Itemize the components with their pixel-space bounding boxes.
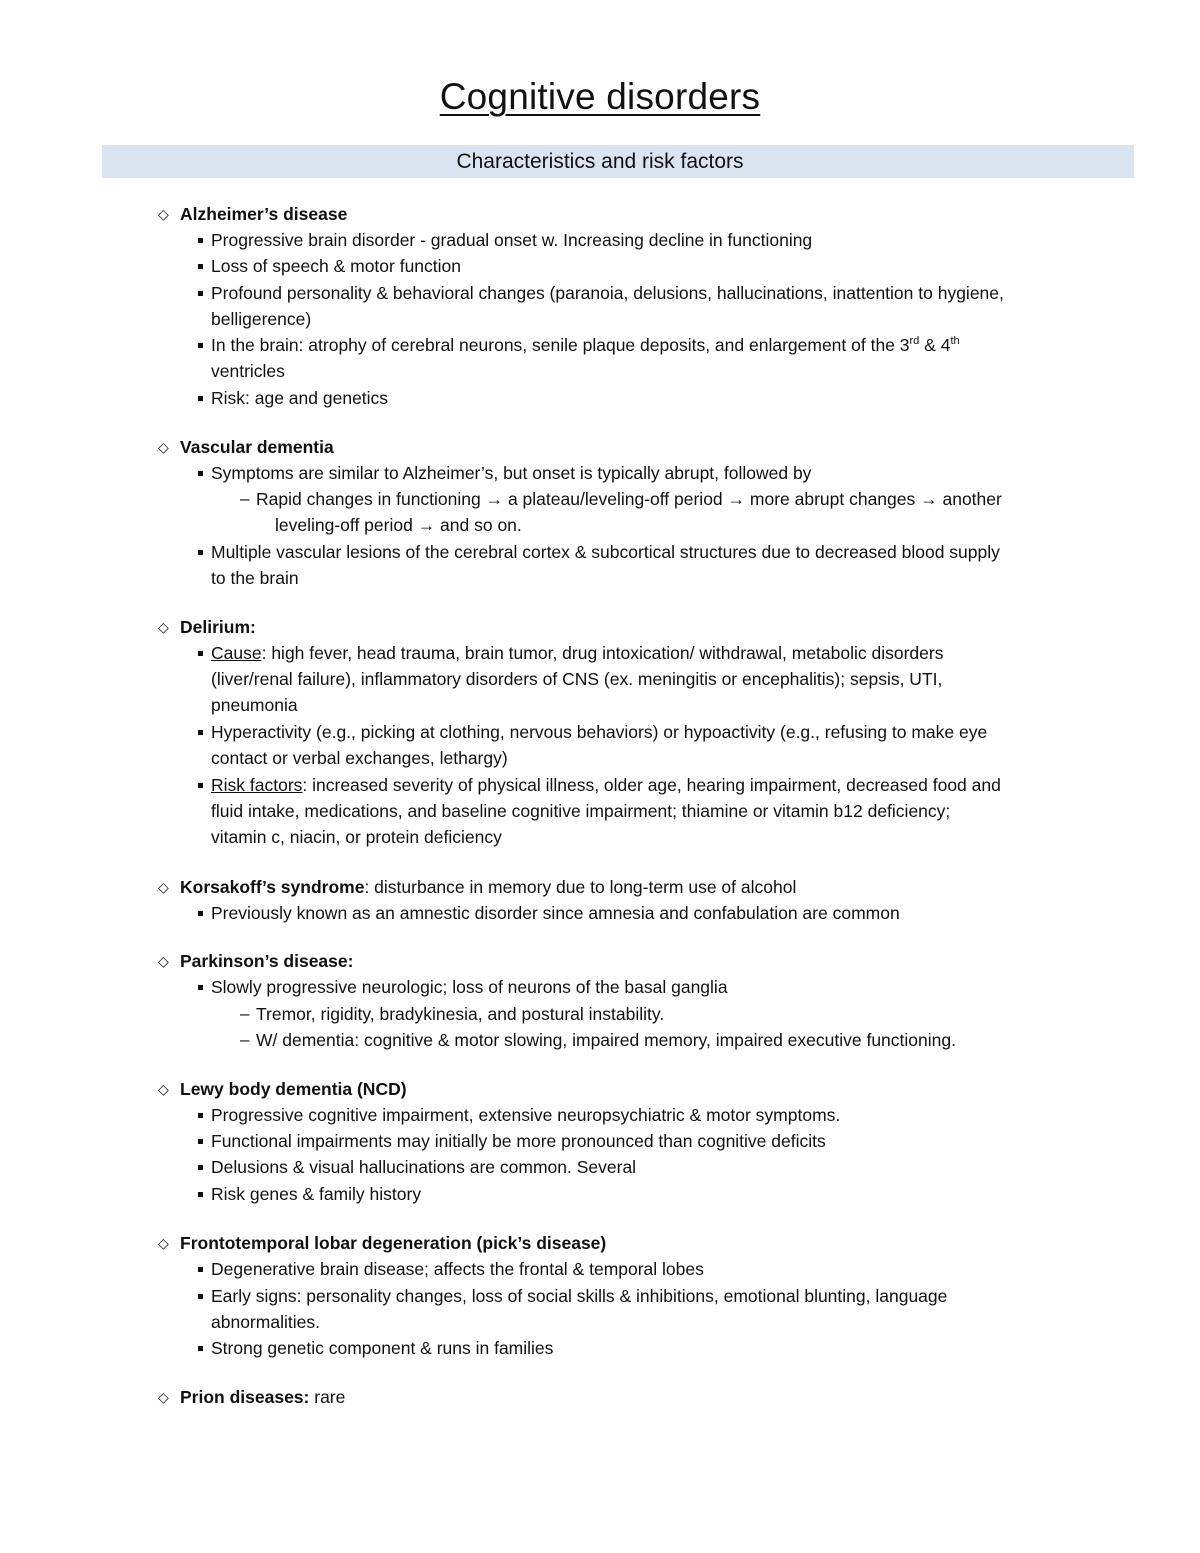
vascular-subpoint: Rapid changes in functioning → a plateau/leveling-off period → more abrupt changes → another [256,489,1002,509]
delirium-point-cont: vitamin c, niacin, or protein deficiency [211,827,502,847]
diamond-bullet-icon: ◇ [158,953,169,969]
square-bullet-icon [198,1346,203,1351]
square-bullet-icon [198,264,203,269]
square-bullet-icon [198,1113,203,1118]
square-bullet-icon [198,1267,203,1272]
vascular-point-cont: to the brain [211,568,299,588]
dash-bullet-icon: – [240,489,250,508]
delirium-point-cont: contact or verbal exchanges, lethargy) [211,748,508,768]
square-bullet-icon [198,396,203,401]
prion-heading: Prion diseases: rare [180,1387,346,1407]
delirium-point: Hyperactivity (e.g., picking at clothing, nervous behaviors) or hypoactivity (e.g., refusing to make eye [211,722,988,742]
diamond-bullet-icon: ◇ [158,1081,169,1097]
delirium-point-cont: (liver/renal failure), inflammatory disorders of CNS (ex. meningitis or encephalitis); sepsis, UTI, [211,669,943,689]
frontotemporal-point: Strong genetic component & runs in families [211,1338,554,1358]
diamond-bullet-icon: ◇ [158,206,169,222]
delirium-point: Cause: high fever, head trauma, brain tumor, drug intoxication/ withdrawal, metabolic disorders [211,643,944,663]
dash-bullet-icon: – [240,1030,250,1049]
alzheimers-heading: Alzheimer’s disease [180,204,348,224]
delirium-heading: Delirium: [180,617,256,637]
vascular-point: Symptoms are similar to Alzheimer’s, but onset is typically abrupt, followed by [211,463,812,483]
square-bullet-icon [198,1139,203,1144]
square-bullet-icon [198,343,203,348]
lewy-body-point: Risk genes & family history [211,1184,422,1204]
frontotemporal-point: Degenerative brain disease; affects the frontal & temporal lobes [211,1259,704,1279]
diamond-bullet-icon: ◇ [158,619,169,635]
vascular-subpoint-cont: leveling-off period → and so on. [275,515,522,535]
alzheimers-point-cont: belligerence) [211,309,312,329]
square-bullet-icon [198,550,203,555]
korsakoff-point: Previously known as an amnestic disorder since amnesia and confabulation are common [211,903,900,923]
frontotemporal-point: Early signs: personality changes, loss of social skills & inhibitions, emotional blunting, language [211,1286,948,1306]
korsakoff-heading: Korsakoff’s syndrome: disturbance in memory due to long-term use of alcohol [180,877,797,897]
parkinsons-subpoint: W/ dementia: cognitive & motor slowing, impaired memory, impaired executive functioning. [256,1030,956,1050]
frontotemporal-point-cont: abnormalities. [211,1312,320,1332]
diamond-bullet-icon: ◇ [158,1389,169,1405]
parkinsons-point: Slowly progressive neurologic; loss of neurons of the basal ganglia [211,977,728,997]
delirium-point: Risk factors: increased severity of physical illness, older age, hearing impairment, decreased food and [211,775,1001,795]
square-bullet-icon [198,651,203,656]
alzheimers-point: Risk: age and genetics [211,388,389,408]
diamond-bullet-icon: ◇ [158,439,169,455]
square-bullet-icon [198,291,203,296]
lewy-body-point: Functional impairments may initially be more pronounced than cognitive deficits [211,1131,826,1151]
square-bullet-icon [198,1294,203,1299]
square-bullet-icon [198,985,203,990]
alzheimers-point-cont: ventricles [211,361,285,381]
delirium-point-cont: fluid intake, medications, and baseline cognitive impairment; thiamine or vitamin b12 deficiency; [211,801,951,821]
square-bullet-icon [198,1192,203,1197]
lewy-body-heading: Lewy body dementia (NCD) [180,1079,407,1099]
square-bullet-icon [198,911,203,916]
alzheimers-point: Loss of speech & motor function [211,256,461,276]
vascular-heading: Vascular dementia [180,437,334,457]
diamond-bullet-icon: ◇ [158,1235,169,1251]
vascular-point: Multiple vascular lesions of the cerebral cortex & subcortical structures due to decreased blood supply [211,542,1000,562]
diamond-bullet-icon: ◇ [158,879,169,895]
delirium-point-cont: pneumonia [211,695,298,715]
square-bullet-icon [198,471,203,476]
square-bullet-icon [198,783,203,788]
section-heading: Characteristics and risk factors [456,150,744,173]
dash-bullet-icon: – [240,1004,250,1023]
alzheimers-point: Profound personality & behavioral changes (paranoia, delusions, hallucinations, inattention to hygiene, [211,283,1004,303]
alzheimers-point: Progressive brain disorder - gradual onset w. Increasing decline in functioning [211,230,813,250]
cause-label: Cause [211,643,262,663]
square-bullet-icon [198,730,203,735]
square-bullet-icon [198,1165,203,1170]
parkinsons-subpoint: Tremor, rigidity, bradykinesia, and postural instability. [256,1004,665,1024]
risk-factors-label: Risk factors [211,775,303,795]
parkinsons-heading: Parkinson’s disease: [180,951,354,971]
page-title: Cognitive disorders [439,76,761,117]
lewy-body-point: Delusions & visual hallucinations are common. Several [211,1157,637,1177]
alzheimers-point: In the brain: atrophy of cerebral neurons, senile plaque deposits, and enlargement of the 3rd & 4th [211,335,960,355]
lewy-body-point: Progressive cognitive impairment, extensive neuropsychiatric & motor symptoms. [211,1105,841,1125]
square-bullet-icon [198,238,203,243]
frontotemporal-heading: Frontotemporal lobar degeneration (pick’s disease) [180,1233,607,1253]
